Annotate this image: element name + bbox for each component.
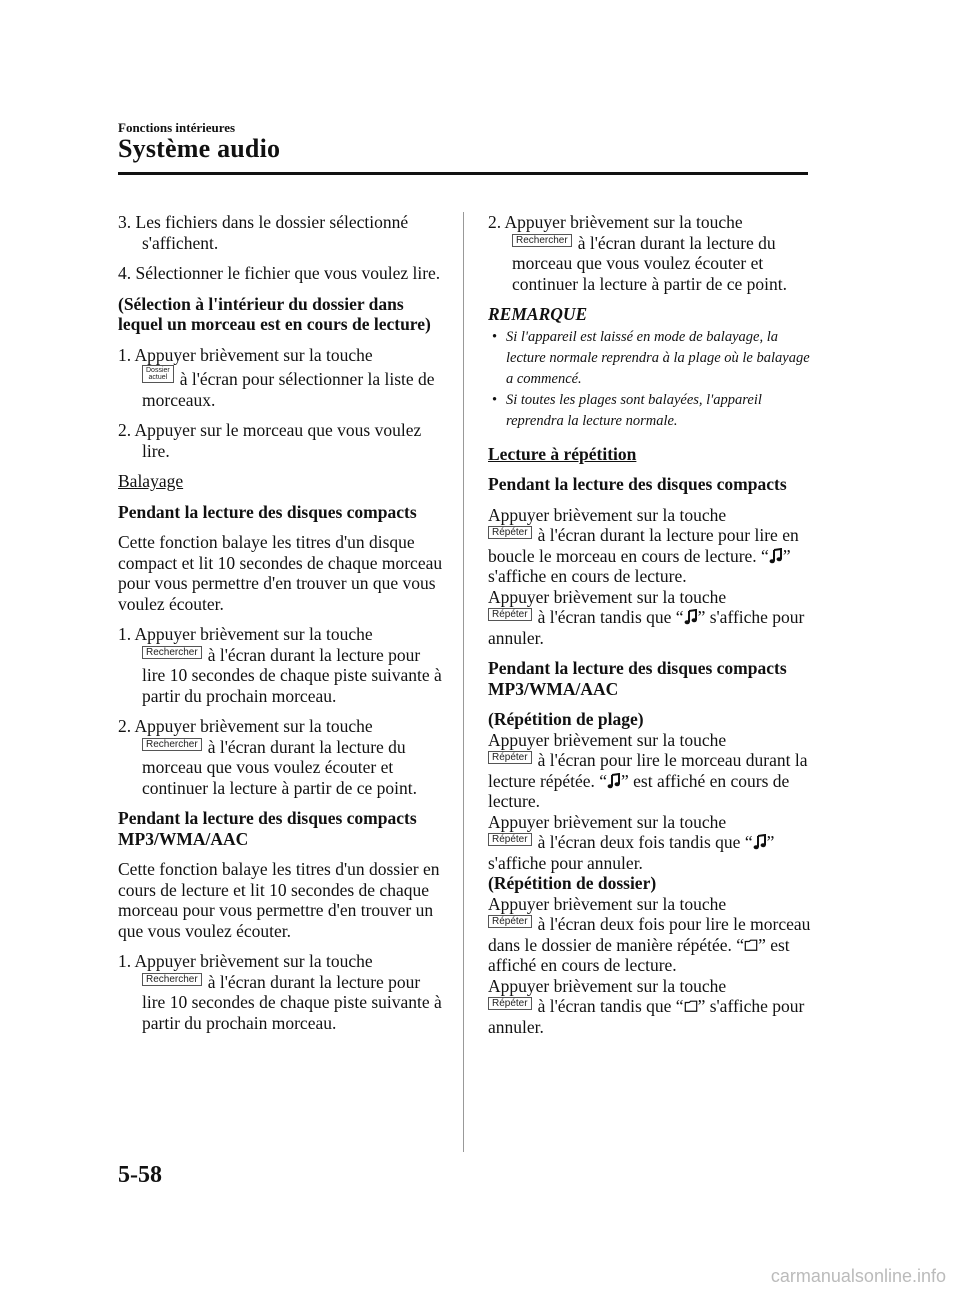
repeter-key: Répéter: [488, 997, 532, 1010]
step-4: 4. Sélectionner le fichier que vous voulez lire.: [118, 263, 441, 283]
column-divider: [463, 212, 464, 1152]
repeter-key: Répéter: [488, 526, 532, 539]
folder-icon: [684, 998, 698, 1014]
repeat-cd-p1: Appuyer brièvement sur la touche Répéter à l'écran durant la lecture pour lire en boucle le morceau en cours de lecture. “ ” s'affiche en cours de lecture.: [488, 504, 799, 586]
folder-step-2: 2. Appuyer sur le morceau que vous voulez lire.: [118, 420, 422, 461]
repeter-key: Répéter: [488, 608, 532, 621]
repeter-key: Répéter: [488, 751, 532, 764]
subheading-folder-select: (Sélection à l'intérieur du dossier dans lequel un morceau est en cours de lecture): [118, 293, 431, 334]
heading-repeat: Lecture à répétition: [488, 443, 637, 464]
repeat-mp3-p3: Appuyer brièvement sur la touche Répéter à l'écran pour lire le morceau durant la lecture répétée. “ ” est affiché en cours de lecture.: [488, 729, 808, 811]
page-number: 5-58: [118, 1162, 162, 1188]
repeat-mp3-p4: Appuyer brièvement sur la touche Répéter à l'écran deux fois tandis que “ ” s'affiche pour annuler.: [488, 811, 775, 873]
right-column: [488, 212, 813, 1037]
repeter-key: Répéter: [488, 915, 532, 928]
section-label: Fonctions intérieures: [118, 120, 236, 135]
mp3-scan-step-1-cont: Rechercher à l'écran durant la lecture pour lire 10 secondes de chaque piste suivante à partir du prochain morceau.: [142, 971, 442, 1033]
mp3-scan-description: Cette fonction balaye les titres d'un dossier en cours de lecture et lit 10 secondes de chaque morceau pour vous permettre d'en trouver un que vous voulez écouter.: [118, 859, 440, 941]
note-1: • Si l'appareil est laissé en mode de balayage, la lecture normale reprendra à la plage où le balayage a commencé.: [492, 328, 810, 387]
remarque-heading: REMARQUE: [488, 304, 588, 324]
left-column: [118, 212, 443, 1043]
subheading-folder-repeat: (Répétition de dossier): [488, 873, 657, 893]
folder-icon: [744, 937, 758, 953]
watermark: carmanualsonline.info: [770, 1266, 946, 1286]
folder-step-1-cont: Dossier actuel à l'écran pour sélectionner la liste de morceaux.: [142, 367, 435, 410]
scan-step-2-cont: Rechercher à l'écran durant la lecture du morceau que vous voulez écouter et continuer la lecture à partir de ce point.: [142, 736, 418, 798]
repeat-mp3-p5: Appuyer brièvement sur la touche Répéter à l'écran deux fois pour lire le morceau dans le dossier de manière répétée. “ ” est affiché en cours de lecture.: [488, 893, 811, 975]
repeat-mp3-p6: Appuyer brièvement sur la touche Répéter à l'écran tandis que “ ” s'affiche pour annuler.: [488, 975, 805, 1037]
header-rule: [118, 172, 808, 175]
scan-step-2: 2. Appuyer brièvement sur la touche: [118, 716, 373, 736]
note-2: • Si toutes les plages sont balayées, l'appareil reprendra la lecture normale.: [492, 391, 762, 429]
subheading-cd-repeat: Pendant la lecture des disques compacts: [488, 474, 787, 494]
cd-scan-description: Cette fonction balaye les titres d'un disque compact et lit 10 secondes de chaque morceau pour vous permettre d'en trouver un que vous voulez écouter.: [118, 532, 443, 614]
mp3-scan-step-1: 1. Appuyer brièvement sur la touche: [118, 951, 373, 971]
page-title: Système audio: [118, 134, 281, 163]
scan-step-1: 1. Appuyer brièvement sur la touche: [118, 624, 373, 644]
folder-step-1: 1. Appuyer brièvement sur la touche: [118, 344, 373, 365]
music-note-icon: [684, 609, 698, 625]
music-note-icon: [769, 548, 783, 564]
rechercher-key: Rechercher: [142, 738, 202, 751]
music-note-icon: [753, 834, 767, 850]
scan-step-2b-cont: Rechercher à l'écran durant la lecture du morceau que vous voulez écouter et continuer la lecture à partir de ce point.: [512, 232, 788, 294]
subheading-track-repeat: (Répétition de plage): [488, 709, 644, 729]
rechercher-key: Rechercher: [512, 234, 572, 247]
step-3: 3. Les fichiers dans le dossier sélectionné s'affichent.: [118, 212, 409, 253]
repeter-key: Répéter: [488, 833, 532, 846]
scan-step-2b: 2. Appuyer brièvement sur la touche: [488, 212, 743, 232]
dossier-actuel-key: Dossier actuel: [142, 365, 174, 383]
rechercher-key: Rechercher: [142, 646, 202, 659]
music-note-icon: [607, 773, 621, 789]
subheading-mp3-repeat: Pendant la lecture des disques compacts MP3/WMA/AAC: [488, 658, 787, 699]
rechercher-key: Rechercher: [142, 973, 202, 986]
subheading-cd: Pendant la lecture des disques compacts: [118, 501, 417, 522]
scan-step-1-cont: Rechercher à l'écran durant la lecture pour lire 10 secondes de chaque piste suivante à partir du prochain morceau.: [142, 644, 442, 706]
heading-balayage: Balayage: [118, 471, 184, 491]
repeat-cd-p2: Appuyer brièvement sur la touche Répéter à l'écran tandis que “ ” s'affiche pour annuler.: [488, 586, 805, 648]
subheading-mp3: Pendant la lecture des disques compacts MP3/WMA/AAC: [118, 808, 417, 849]
